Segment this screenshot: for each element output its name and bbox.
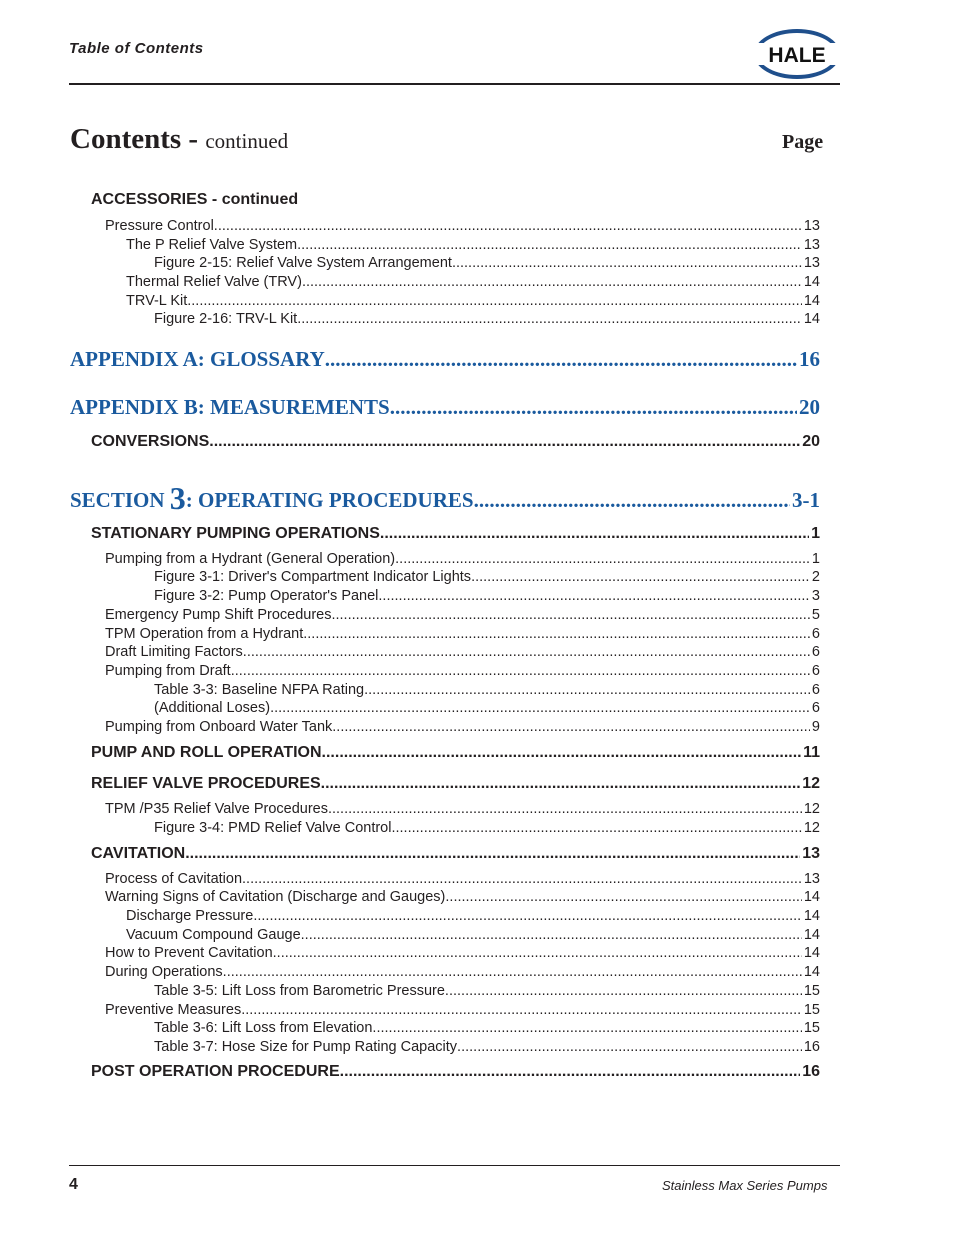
toc-entry[interactable]: TPM Operation from a Hydrant ..... 6 bbox=[105, 625, 820, 644]
toc-entry[interactable]: Table 3-3: Baseline NFPA Rating ..... 6 bbox=[154, 681, 820, 700]
toc-entry[interactable]: CAVITATION ..... 13 bbox=[91, 844, 820, 864]
toc-entry[interactable]: Draft Limiting Factors ..... 6 bbox=[105, 643, 820, 662]
toc-entry[interactable]: Discharge Pressure ..... 14 bbox=[126, 907, 820, 926]
accessories-heading: ACCESSORIES - continued bbox=[91, 191, 299, 208]
toc-conversions[interactable]: CONVERSIONS ..... 20 bbox=[91, 432, 820, 452]
footer-rule bbox=[69, 1165, 840, 1166]
toc-entry[interactable]: Figure 3-2: Pump Operator's Panel ..... 3 bbox=[154, 587, 820, 606]
footer-product-name: Stainless Max Series Pumps bbox=[662, 1178, 828, 1193]
toc-entry[interactable]: POST OPERATION PROCEDURE ..... 16 bbox=[91, 1062, 820, 1082]
toc-appendix-a[interactable]: APPENDIX A: GLOSSARY ..... 16 bbox=[70, 346, 820, 372]
contents-title-continued: continued bbox=[205, 129, 289, 153]
hale-logo bbox=[752, 26, 842, 82]
contents-title bbox=[70, 123, 288, 156]
toc-entry[interactable]: STATIONARY PUMPING OPERATIONS ..... 1 bbox=[91, 524, 820, 544]
toc-entry[interactable]: Emergency Pump Shift Procedures ..... 5 bbox=[105, 606, 820, 625]
toc-entry[interactable]: TPM /P35 Relief Valve Procedures ..... 12 bbox=[105, 800, 820, 819]
section-number: 3 bbox=[169, 480, 186, 512]
toc-section-3[interactable]: SECTION 3: OPERATING PROCEDURES ..... 3-1 bbox=[70, 480, 820, 512]
toc-entry[interactable]: During Operations ..... 14 bbox=[105, 963, 820, 982]
section-title: : OPERATING PROCEDURES bbox=[185, 488, 474, 512]
toc-entry[interactable]: RELIEF VALVE PROCEDURES ..... 12 bbox=[91, 774, 820, 794]
toc-entry[interactable]: Pumping from Draft ..... 6 bbox=[105, 662, 820, 681]
toc-entry[interactable]: Thermal Relief Valve (TRV) ..... 14 bbox=[126, 273, 820, 292]
toc-entry[interactable]: Figure 2-16: TRV-L Kit ..... 14 bbox=[154, 310, 820, 329]
toc-entry[interactable]: (Additional Loses) ..... 6 bbox=[154, 699, 820, 718]
toc-entry[interactable]: Pumping from a Hydrant (General Operation) ..... 1 bbox=[105, 550, 820, 569]
toc-entry[interactable]: How to Prevent Cavitation ..... 14 bbox=[105, 944, 820, 963]
toc-entry[interactable]: Figure 3-4: PMD Relief Valve Control ..... 12 bbox=[154, 819, 820, 838]
toc-entry[interactable]: Table 3-6: Lift Loss from Elevation ..... 15 bbox=[154, 1019, 820, 1038]
header-title: Table of Contents bbox=[69, 40, 204, 57]
toc-entry[interactable]: Figure 3-1: Driver's Compartment Indicator Lights ..... 2 bbox=[154, 568, 820, 587]
toc-entry[interactable]: The P Relief Valve System ..... 13 bbox=[126, 236, 820, 255]
toc-entry[interactable]: Figure 2-15: Relief Valve System Arrangement ..... 13 bbox=[154, 254, 820, 273]
header-rule bbox=[69, 83, 840, 85]
section-label: SECTION bbox=[70, 488, 165, 512]
contents-title-main: Contents - bbox=[70, 123, 199, 155]
logo-text: HALE bbox=[768, 44, 826, 67]
toc-entry[interactable]: Pumping from Onboard Water Tank ..... 9 bbox=[105, 718, 820, 737]
toc-entry[interactable]: Table 3-5: Lift Loss from Barometric Pressure ..... 15 bbox=[154, 982, 820, 1001]
toc-entry[interactable]: Pressure Control ..... 13 bbox=[105, 217, 820, 236]
toc-entry[interactable]: Vacuum Compound Gauge ..... 14 bbox=[126, 926, 820, 945]
toc-appendix-b[interactable]: APPENDIX B: MEASUREMENTS ..... 20 bbox=[70, 394, 820, 420]
page-column-label: Page bbox=[782, 131, 824, 153]
toc-entry[interactable]: PUMP AND ROLL OPERATION ..... 11 bbox=[91, 743, 820, 763]
toc-entry[interactable]: Preventive Measures ..... 15 bbox=[105, 1001, 820, 1020]
toc-entry[interactable]: TRV-L Kit ..... 14 bbox=[126, 292, 820, 311]
toc-entry[interactable]: Table 3-7: Hose Size for Pump Rating Capacity ..... 16 bbox=[154, 1038, 820, 1057]
toc-entry[interactable]: Warning Signs of Cavitation (Discharge and Gauges) ..... 14 bbox=[105, 888, 820, 907]
toc-entry[interactable]: Process of Cavitation ..... 13 bbox=[105, 870, 820, 889]
footer-page-number: 4 bbox=[69, 1176, 78, 1193]
